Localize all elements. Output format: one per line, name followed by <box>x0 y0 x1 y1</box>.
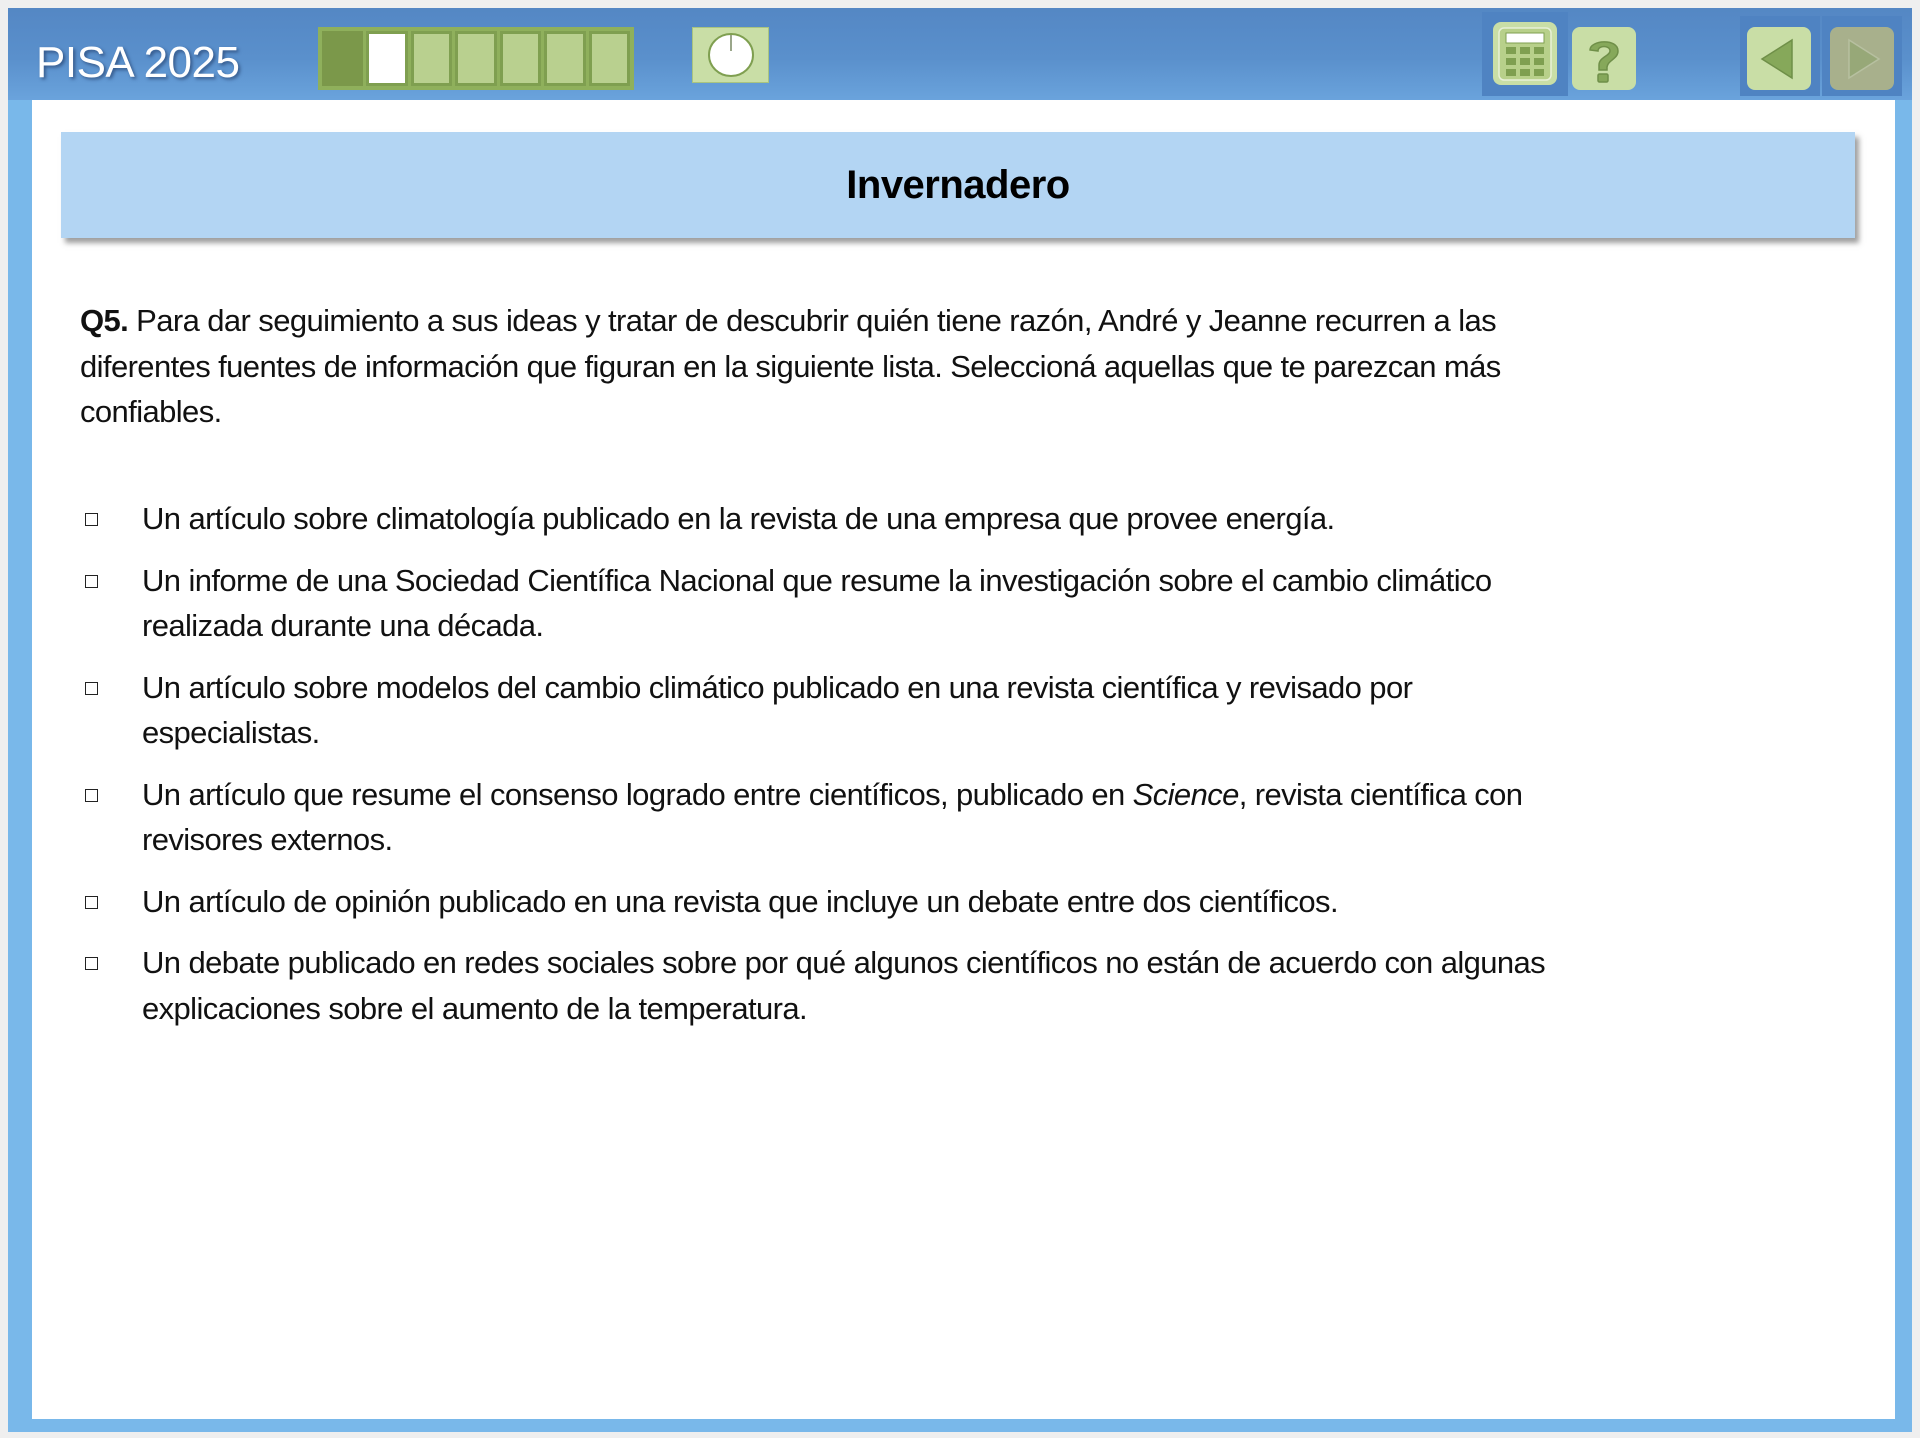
top-toolbar <box>8 8 1912 100</box>
checkbox[interactable] <box>85 575 98 588</box>
content-panel <box>32 100 1895 1419</box>
progress-segment <box>366 31 407 86</box>
option-text: Un debate publicado en redes sociales sobre por qué algunos científicos no están de acuerdo con algunas <box>142 945 1546 980</box>
question-line: diferentes fuentes de información que figuran en la siguiente lista. Seleccioná aquellas que te parezcan más <box>80 348 1501 384</box>
back-button[interactable] <box>1747 27 1811 90</box>
next-button[interactable] <box>1830 27 1894 90</box>
progress-segment <box>411 31 452 86</box>
arrow-right-icon <box>1839 36 1885 82</box>
checkbox[interactable] <box>85 789 98 802</box>
unit-title: Invernadero <box>846 162 1070 207</box>
timer-button[interactable] <box>692 27 769 83</box>
question-mark-icon <box>1582 34 1626 84</box>
calculator-button[interactable] <box>1493 22 1557 85</box>
calculator-icon <box>1497 26 1553 82</box>
option-text: Un informe de una Sociedad Científica Nacional que resume la investigación sobre el cambio climático <box>142 562 1492 598</box>
option-text: Un artículo sobre modelos del cambio climático publicado en una revista científica y revisado por <box>142 669 1413 705</box>
answer-option[interactable] <box>80 558 1860 649</box>
option-text: realizada durante una década. <box>142 608 544 643</box>
question-line <box>80 298 1860 344</box>
option-text <box>142 772 1860 818</box>
checkbox[interactable] <box>85 513 98 526</box>
progress-segment <box>544 31 585 86</box>
brand-title: PISA 2025 <box>36 38 240 87</box>
arrow-left-icon <box>1756 36 1802 82</box>
clock-icon <box>706 31 756 79</box>
checkbox[interactable] <box>85 896 98 909</box>
answer-options <box>80 496 1860 1047</box>
option-text: Un artículo de opinión publicado en una revista que incluye un debate entre dos científicos. <box>142 883 1338 919</box>
journal-name: Science <box>1132 776 1239 812</box>
progress-segment <box>455 31 496 86</box>
option-text-part: Un artículo que resume el consenso logrado entre científicos, publicado en <box>142 776 1133 812</box>
answer-option[interactable] <box>80 496 1860 542</box>
option-text: explicaciones sobre el aumento de la temperatura. <box>142 990 808 1026</box>
option-text: Un artículo sobre climatología publicado en la revista de una empresa que provee energía. <box>142 501 1335 536</box>
question-text: Para dar seguimiento a sus ideas y tratar de descubrir quién tiene razón, André y Jeanne recurren a las <box>128 303 1497 338</box>
answer-option[interactable] <box>80 772 1860 863</box>
progress-segment <box>589 31 630 86</box>
question-stem <box>80 298 1860 435</box>
checkbox[interactable] <box>85 682 98 695</box>
answer-option[interactable] <box>80 940 1860 1031</box>
unit-progress-bar <box>318 27 634 90</box>
unit-title-bar <box>61 132 1855 238</box>
option-text: especialistas. <box>142 715 320 750</box>
answer-option[interactable] <box>80 665 1860 756</box>
option-text: revisores externos. <box>142 822 393 857</box>
option-text-part: , revista científica con <box>1238 776 1523 812</box>
answer-option[interactable] <box>80 879 1860 925</box>
question-line: confiables. <box>80 394 222 429</box>
help-button[interactable] <box>1572 27 1636 90</box>
progress-segment <box>500 31 541 86</box>
question-number: Q5. <box>80 303 129 338</box>
checkbox[interactable] <box>85 957 98 970</box>
progress-segment <box>322 31 363 86</box>
